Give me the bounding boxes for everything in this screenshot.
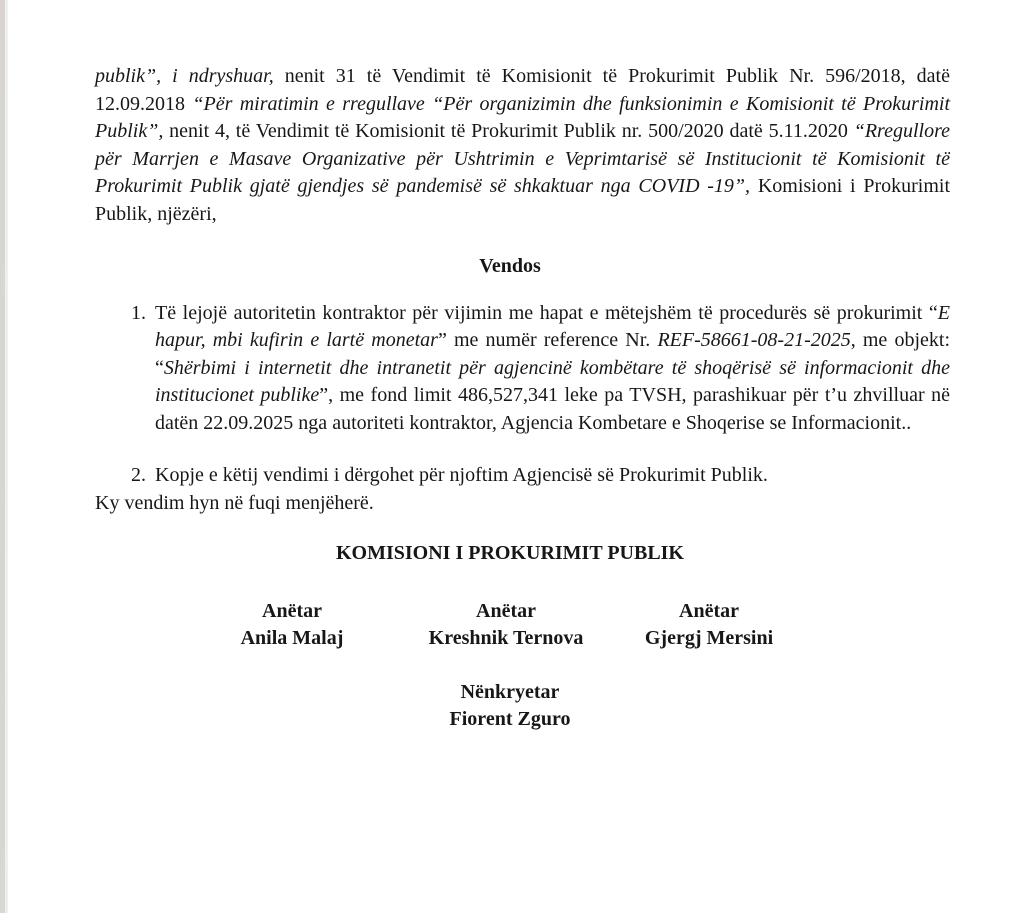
signatory-3 <box>589 598 829 653</box>
decision-item-2 <box>95 462 950 490</box>
scan-edge-shadow <box>5 0 8 913</box>
deputy-title: Nënkryetar <box>460 680 560 703</box>
document-page <box>95 0 950 734</box>
item-1-marker: 1. <box>131 301 146 324</box>
signatory-3-name: Gjergj Mersini <box>644 627 774 649</box>
signatory-2-title: Anëtar <box>476 599 536 622</box>
commission-heading: KOMISIONI I PROKURIMIT PUBLIK <box>335 542 684 564</box>
signatory-2-name: Kreshnik Ternova <box>428 627 584 649</box>
decision-item-1 <box>95 300 950 438</box>
signatory-1-title: Anëtar <box>262 599 322 622</box>
signatory-3-title: Anëtar <box>679 599 739 622</box>
deputy-name: Fiorent Zguro <box>449 708 571 730</box>
item-1-text: Të lejojë autoritetin kontraktor për vijimin me hapat e mëtejshëm të procedurës së prokurimit “E hapur, mbi kufirin e lartë monetar” me numër reference Nr. REF-58661-08-21-2025, me objekt: “Shërbimi i internetit dhe intranetit për agjencinë kombëtare të shoqërisë së informacionit dhe institucionet publike”, me fond limit 486,527,341 leke pa TVSH, parashikuar për t’u zhvilluar në datën 22.09.2025 nga autoriteti kontraktor, Agjencia Kombetare e Shoqerise se Informacionit.. <box>155 301 951 434</box>
decision-heading: Vendos <box>479 255 541 277</box>
item-2-text: Kopje e këtij vendimi i dërgohet për njoftim Agjencisë së Prokurimit Publik. <box>155 464 768 486</box>
signatory-1 <box>172 598 412 653</box>
signatories-row <box>95 598 950 653</box>
deputy-block <box>95 679 925 734</box>
effect-line: Ky vendim hyn në fuqi menjëherë. <box>95 491 374 514</box>
item-2-marker: 2. <box>131 464 146 486</box>
legal-basis-paragraph: publik”, i ndryshuar, nenit 31 të Vendimit të Komisionit të Prokurimit Publik Nr. 596/2018, datë 12.09.2018 “Për miratimin e rregullave “Për organizimin dhe funksionimin e Komisionit të Prokurimit Publik”, nenit 4, të Vendimit të Komisionit të Prokurimit Publik nr. 500/2020 datë 5.11.2020 “Rregullore për Marrjen e Masave Organizative për Ushtrimin e Veprimtarisë së Institucionit të Komisionit të Prokurimit Publik gjatë gjendjes së pandemisë së shkaktuar nga COVID -19”, Komisioni i Prokurimit Publik, njëzëri, <box>95 65 951 225</box>
signatory-1-name: Anila Malaj <box>240 627 344 649</box>
